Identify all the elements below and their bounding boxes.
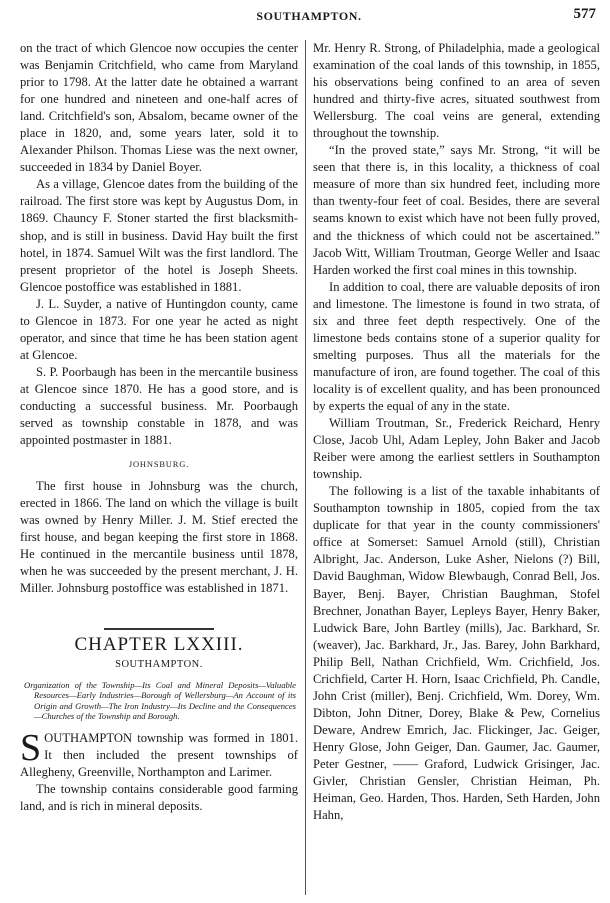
chapter-synopsis: Organization of the Township—Its Coal and Mineral Deposits—Valuable Resources—Early Industries—Borough of Wellersburg—An Account of its Origin and Growth—The Iron Industry—Its Decline and the Consequences—Churches of the Township and Borough.: [24, 679, 296, 722]
paragraph: As a village, Glencoe dates from the building of the railroad. The first store was kept by Augustus Dom, in 1869. Chauncy F. Stoner started the first blacksmith-shop, and is still in business. David Hay built the first hotel, in 1874. Samuel Wilt was the first landlord. The present proprietor of the hotel is Joseph Sheets. Glencoe postoffice was established in 1881.: [20, 177, 298, 294]
running-title: SOUTHAMPTON.: [256, 9, 362, 23]
paragraph: “In the proved state,” says Mr. Strong, “it will be seen that there is, in this locality, a thickness of coal measure of more than six hundred feet, including more than twenty-four feet of coal. Besides, there are several seams known to exist which have not been fully proved, and the thickness of which could not be ascertained.” Jacob Witt, William Troutman, George Weller and Isaac Harden worked the first coal mines in this township.: [313, 143, 600, 277]
column-divider: [305, 40, 306, 895]
paragraph-text: OUTHAMPTON township was formed in 1801. It then included the present townships of Allegheny, Greenville, Northampton and Larimer.: [20, 730, 298, 780]
chapter-subtitle: SOUTHAMPTON.: [115, 658, 203, 670]
paragraph: The township contains considerable good farming land, and is rich in mineral deposits.: [20, 782, 298, 814]
right-column: [313, 40, 600, 824]
page-number: 577: [573, 6, 596, 22]
section-heading-johnsburg: JOHNSBURG.: [128, 459, 190, 470]
chapter-divider-rule: [104, 628, 214, 630]
paragraph: Mr. Henry R. Strong, of Philadelphia, made a geological examination of the coal lands of this township, in 1855, his observations being confined to an area of seven hundred and thirty-five acres, situated southwest from Wellersburg. The coal veins are general, extending throughout the township.: [313, 41, 600, 141]
paragraph-with-dropcap: [20, 726, 298, 781]
paragraph: The first house in Johnsburg was the church, erected in 1866. The land on which the village is built was owned by Henry Miller. J. M. Stief erected the first house, and began keeping the first store in 1868. He continued in the mercantile business until 1878, when he was succeeded by the present merchant, J. H. Miller. Johnsburg postoffice was established in 1871.: [20, 479, 298, 596]
chapter-title: CHAPTER LXXIII.: [74, 633, 244, 655]
paragraph: In addition to coal, there are valuable deposits of iron and limestone. The limestone is found in two strata, of six and three feet depth respectively. One of the limestone beds contains stone of a superior quality for smelting purposes. Thus all the materials for the manufacture of iron, are found together. The coal of this locality is of excellent quality, and has been pronounced by experts the equal of any in the state.: [313, 279, 600, 413]
page-header: [22, 6, 596, 28]
left-column: [20, 40, 298, 815]
paragraph: William Troutman, Sr., Frederick Reichard, Henry Close, Jacob Uhl, Adam Lepley, John Baker and Jacob Reiber were among the earliest settlers in Southampton township.: [313, 416, 600, 482]
paragraph: on the tract of which Glencoe now occupies the center was Benjamin Critchfield, who came from Maryland prior to 1798. At the latter date he obtained a warrant for one hundred and nineteen and one-half acres of land. Critchfield's son, Absalom, became owner of the place in 1820, and, some years later, sold it to Alexander Philson. Thomas Liese was the next owner, succeeded in 1834 by Daniel Boyer.: [20, 41, 298, 175]
paragraph: S. P. Poorbaugh has been in the mercantile business at Glencoe since 1870. He has a good store, and is conducting a successful business. Mr. Poorbaugh served as township constable in 1878, and was appointed postmaster in 1881.: [20, 364, 298, 448]
drop-cap-letter: S: [20, 726, 42, 769]
paragraph: J. L. Suyder, a native of Huntingdon county, came to Glencoe in 1873. For one year he acted as night operator, and since that time he has been station agent at Glencoe.: [20, 296, 298, 362]
paragraph: The following is a list of the taxable inhabitants of Southampton township in 1805, copied from the tax duplicate for that year in the county commissioners' office at Somerset: Samuel Arnold (still), Christian Albright, Jac. Anderson, Luke Asher, Nielons (?) Bill, David Baughman, Widow Blewbaugh, Conrad Bell, Jos. Bayer, Benj. Bayer, Christian Baughman, Stofel Brechner, Jonathan Bayer, Lepleys Bayer, Henry Baker, Ludwick Bare, John Bartley (mills), Jac. Barkhard, Sr. (weaver), Jac. Barkhard, Jr., Jas. Barey, John Barkhard, Philip Bell, Nathan Crichfield, Wm. Crichfield, Jos. Crichfield, Carter H. Horn, Isaac Crichfield, Ph. Candle, John Crist (miller), Benj. Crichfield, Wm. Dorey, Wm. Dibton, John Ditner, Dorey, Blake & Pew, Cornelius Deware, Andrew Emrich, Jac. Flickinger, Jac. Geiger, Henry Glose, John Geiger, Dan. Gaumer, Jac. Gaumer, Peter Gestner, —— Graford, Ludwick Grisinger, Jac. Givler, Christian Gensler, Christian Heiman, Ph. Heiman, Geo. Harden, Thos. Harden, Seth Harden, John Hahn,: [313, 484, 600, 823]
